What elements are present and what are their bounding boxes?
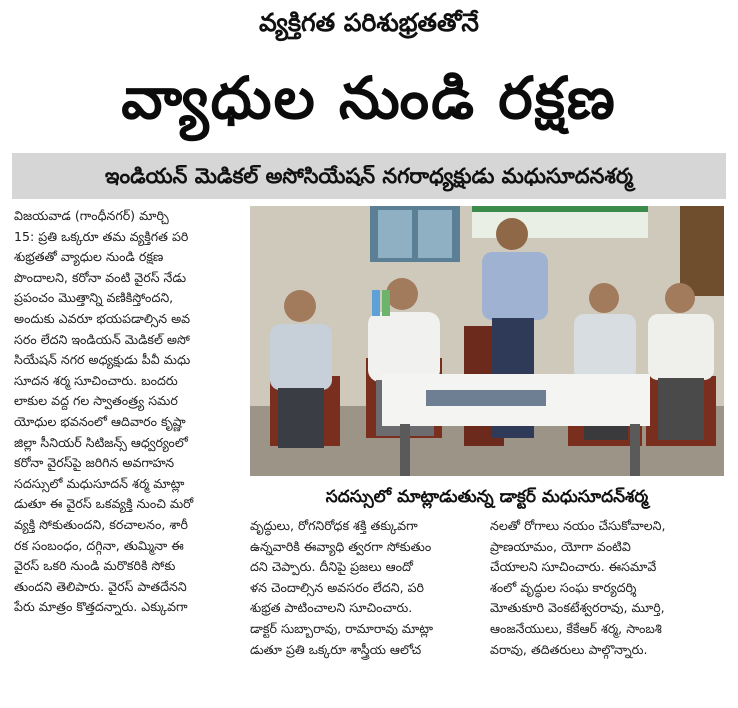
article-column-3: నలతో రోగాలు నయం చేసుకోవాలని, ప్రాణయామం, యోగా వంటివి చేయాలని సూచించారు. ఈసమావే శంలో వృద్ధుల సంఘ కార్యదర్శి మోతుకూరి వెంకటేశ్వరరావు, మూర్తి, ఆంజనేయులు, కేకేఆర్ శర్మ, సాంబశి వరావు, తదితరులు పాల్గొన్నారు. — [490, 518, 666, 657]
article-column-1: విజయవాడ (గాంధీనగర్) మార్చి 15: ప్రతి ఒక్కరూ తమ వ్యక్తిగత పరి శుభ్రతతో వ్యాధుల నుండి రక్షణ పొందాలని, కరోనా వంటి వైరస్ నేడు ప్రపంచం మొత్తాన్ని వణికిస్తోందని, అందుకు ఎవరూ భయపడాల్సిన అవ సరం లేదని ఇండియన్ మెడికల్ అసో సియేషన్ నగర అధ్యక్షుడు పీవీ మధు సూదన శర్మ సూచించారు. బందరు లాకుల వద్ద గల స్వాతంత్ర్య సమర యోధుల భవనంలో ఆదివారం కృష్ణా జిల్లా సీనియర్ సిటిజన్స్ ఆధ్వర్యంలో కరోనా వైరస్‌పై జరిగిన అవగాహన సదస్సులో మధుసూదన్ శర్మ మాట్లా డుతూ ఈ వైరస్ ఒకవ్యక్తి నుంచి మరో వ్యక్తి సోకుతుందని, కరచాలనం, శారీ రక సంబంధం, దగ్గినా, తుమ్మినా ఈ వైరస్ ఒకరి నుండి మరొకరికి సోకు తుందని తెలిపారు. వైరస్ పాతదేనని పేరు మాత్రం కొత్తదన్నారు. ఎక్కువగా — [14, 208, 194, 615]
kicker-headline: వ్యక్తిగత పరిశుభ్రతతోనే — [259, 8, 479, 37]
subheadline-text: ఇండియన్ మెడికల్ అసోసియేషన్ నగరాధ్యక్షుడు మధుసూదనశర్మ — [105, 164, 633, 188]
news-photo — [250, 206, 724, 476]
subheadline-bar — [12, 153, 726, 199]
photo-caption: సదస్సులో మాట్లాడుతున్న డాక్టర్ మధుసూదన్‌శర్మ — [325, 487, 649, 507]
photo-illustration — [250, 206, 724, 476]
main-headline: వ్యాధుల నుండి రక్షణ — [121, 64, 617, 132]
article-column-2: వృద్ధులు, రోగనిరోధక శక్తి తక్కువగా ఉన్నవారికి ఈవ్యాధి త్వరగా సోకుతుం దని చెప్పారు. దీనిపై ప్రజలు ఆందో ళన చెందాల్సిన అవసరం లేదని, పరి శుభ్రత పాటించాలని సూచించారు. డాక్టర్ సుబ్బారావు, రామారావు మాట్లా డుతూ ప్రతి ఒక్కరూ శాస్త్రీయ ఆలోచ — [250, 518, 434, 657]
